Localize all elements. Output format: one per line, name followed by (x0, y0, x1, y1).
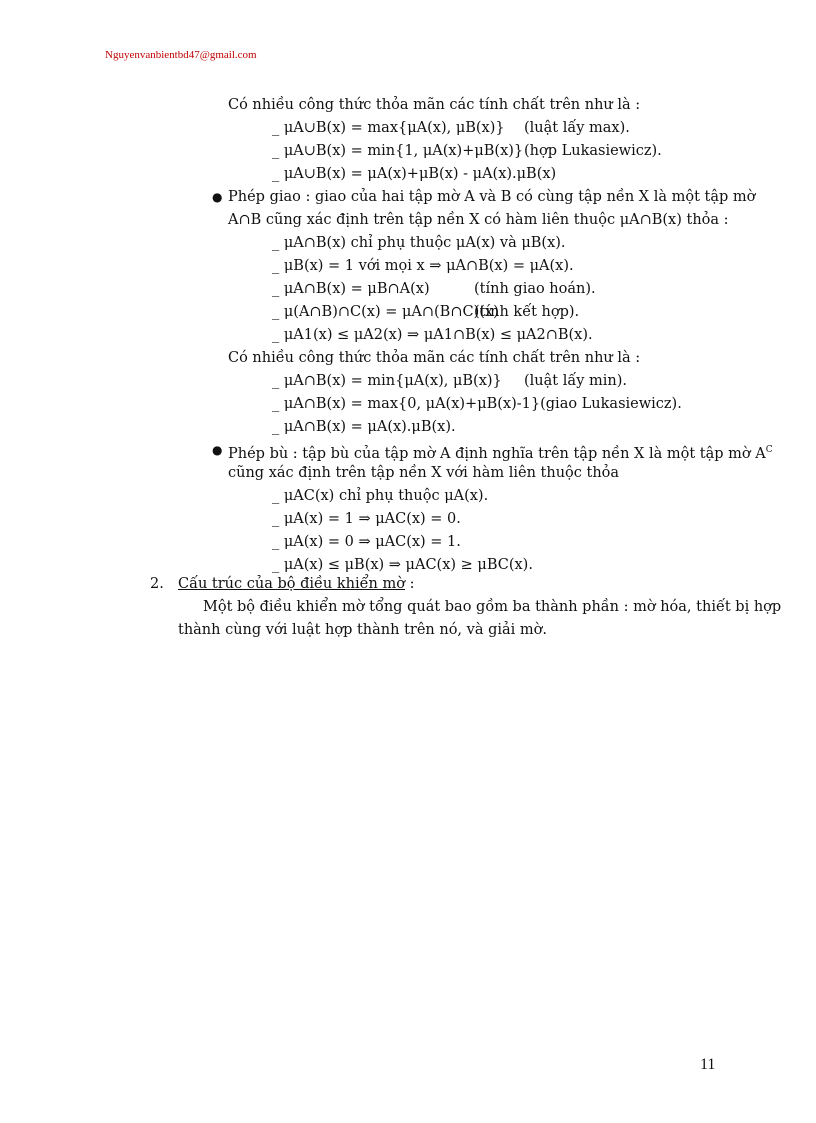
union-formula-lukasiewicz-note: (hợp Lukasiewicz). (524, 143, 662, 159)
intersection-property-4-note: (tính kết hợp). (474, 304, 580, 320)
intersection-property-3: _ μA∩B(x) = μB∩A(x) (272, 281, 430, 297)
complement-superscript: C (765, 445, 773, 455)
union-formula-max: _ μA∪B(x) = max{μA(x), μB(x)} (272, 120, 505, 136)
intersection-formula-min-note: (luật lấy min). (524, 373, 628, 389)
bullet-icon: ● (212, 190, 223, 204)
union-formula-lukasiewicz: _ μA∪B(x) = min{1, μA(x)+μB(x)} (272, 143, 524, 159)
union-formula-max-note: (luật lấy max). (524, 120, 630, 136)
intersection-formula-min: _ μA∩B(x) = min{μA(x), μB(x)} (272, 373, 502, 389)
complement-def-text: Phép bù : tập bù của tập mờ A định nghĩa trên tập nền X là một tập mờ A (228, 445, 766, 462)
section-number: 2. (150, 576, 164, 592)
intersection-property-4: _ μ(A∩B)∩C(x) = μA∩(B∩C)(x) (272, 304, 499, 320)
header-email: Nguyenvanbientbd47@gmail.com (105, 49, 257, 61)
complement-property-1: _ μAC(x) chỉ phụ thuộc μA(x). (272, 488, 489, 504)
intersection-intro: Có nhiều công thức thỏa mãn các tính chất trên như là : (228, 350, 641, 366)
complement-def-line2: cũng xác định trên tập nền X với hàm liên thuộc thỏa (228, 465, 620, 481)
complement-property-3: _ μA(x) = 0 ⇒ μAC(x) = 1. (272, 534, 461, 550)
complement-def-line1 (228, 440, 773, 464)
intersection-def-line1: Phép giao : giao của hai tập mờ A và B có cùng tập nền X là một tập mờ (228, 189, 756, 205)
intersection-def-line2: A∩B cũng xác định trên tập nền X có hàm liên thuộc μA∩B(x) thỏa : (228, 212, 729, 228)
intersection-formula-lukasiewicz: _ μA∩B(x) = max{0, μA(x)+μB(x)-1}(giao Lukasiewicz). (272, 396, 682, 412)
union-formula-product: _ μA∪B(x) = μA(x)+μB(x) - μA(x).μB(x) (272, 166, 557, 182)
bullet-icon: ● (212, 443, 223, 457)
section-paragraph-line2: thành cùng với luật hợp thành trên nó, và giải mờ. (178, 622, 547, 638)
intersection-property-1: _ μA∩B(x) chỉ phụ thuộc μA(x) và μB(x). (272, 235, 566, 251)
section-heading (178, 574, 415, 594)
complement-property-2: _ μA(x) = 1 ⇒ μAC(x) = 0. (272, 511, 461, 527)
section-title-suffix: : (405, 576, 415, 592)
intersection-property-5: _ μA1(x) ≤ μA2(x) ⇒ μA1∩B(x) ≤ μA2∩B(x). (272, 327, 593, 343)
union-intro: Có nhiều công thức thỏa mãn các tính chất trên như là : (228, 97, 641, 113)
intersection-property-3-note: (tính giao hoán). (474, 281, 596, 297)
complement-property-4: _ μA(x) ≤ μB(x) ⇒ μAC(x) ≥ μBC(x). (272, 557, 533, 573)
page-number: 11 (700, 1056, 716, 1073)
intersection-formula-product: _ μA∩B(x) = μA(x).μB(x). (272, 419, 456, 435)
section-title: Cấu trúc của bộ điều khiển mờ (178, 576, 405, 592)
section-paragraph-line1: Một bộ điều khiển mờ tổng quát bao gồm ba thành phần : mờ hóa, thiết bị hợp (203, 599, 782, 615)
intersection-property-2: _ μB(x) = 1 với mọi x ⇒ μA∩B(x) = μA(x). (272, 258, 574, 274)
